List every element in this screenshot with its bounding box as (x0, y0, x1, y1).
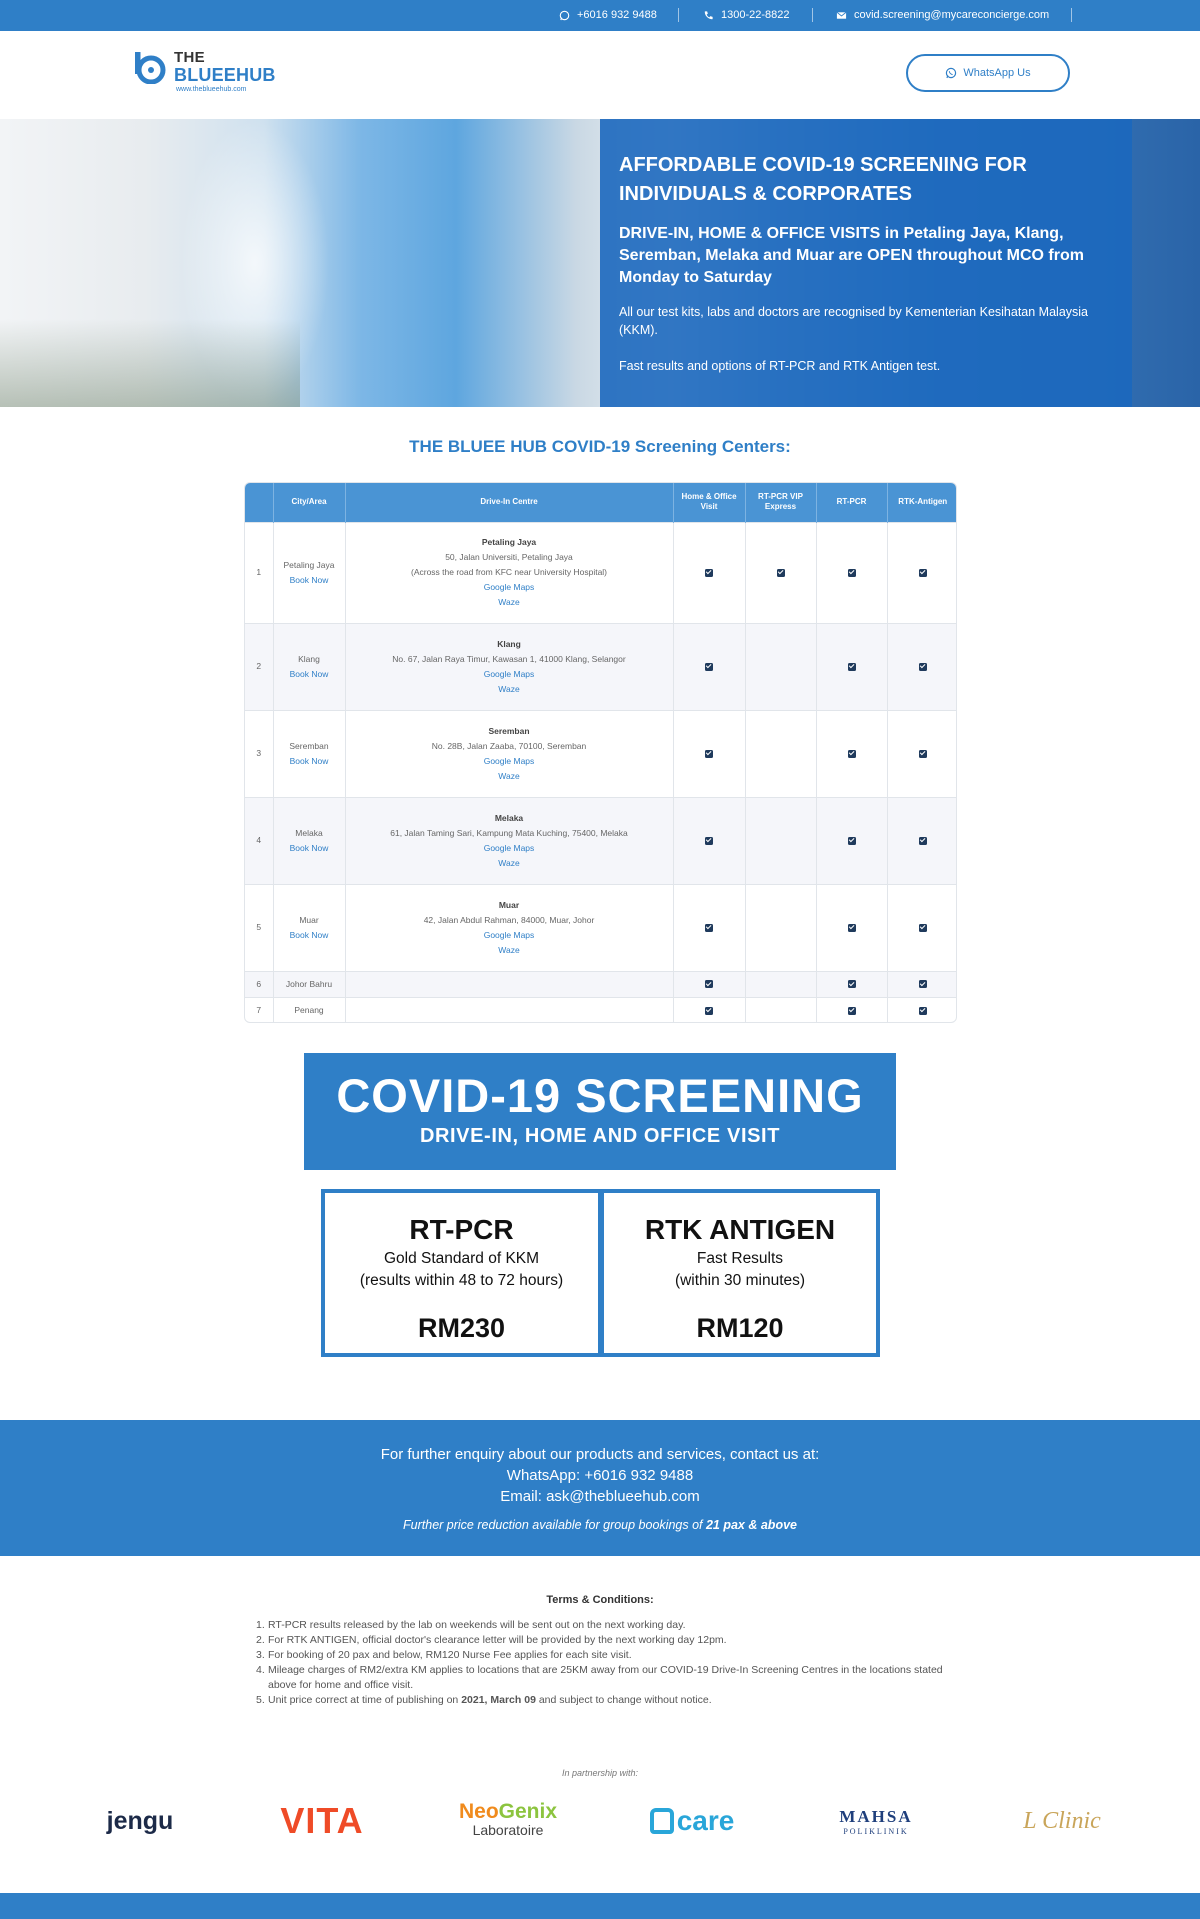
top-contact-bar (0, 0, 1200, 31)
topbar-phone[interactable] (703, 9, 790, 21)
city-name: Muar (299, 914, 319, 925)
partner-logo-mcare (646, 1794, 738, 1848)
terms-text: RT-PCR results released by the lab on weekends will be sent out on the next working day. (268, 1619, 686, 1631)
terms-text: For booking of 20 pax and below, RM120 Nurse Fee applies for each site visit. (268, 1649, 632, 1661)
cell-rt-pcr (816, 522, 887, 623)
table-row (245, 623, 957, 710)
price-card-title: RT-PCR (409, 1214, 514, 1245)
table-row (245, 997, 957, 1023)
neogenix-sub: Laboratoire (472, 1822, 544, 1838)
city-name: Klang (298, 653, 320, 664)
phone-icon (703, 10, 714, 21)
row-index: 5 (245, 884, 273, 971)
check-icon (848, 663, 856, 671)
check-icon (705, 1007, 713, 1015)
whatsapp-us-label: WhatsApp Us (963, 67, 1031, 79)
terms-item: 1. RT-PCR results released by the lab on weekends will be sent out on the next working day. (256, 1619, 686, 1631)
contact-band (0, 1420, 1200, 1556)
row-index: 1 (245, 522, 273, 623)
hero-title-line1: AFFORDABLE COVID-19 SCREENING FOR (619, 154, 1027, 176)
centers-table (244, 482, 957, 1023)
cell-rt-pcr (816, 623, 887, 710)
whatsapp-icon (559, 10, 570, 21)
mcare-house-icon (650, 1808, 674, 1834)
waze-link[interactable]: Waze (498, 944, 520, 955)
price-card-rt-pcr (321, 1189, 602, 1357)
cell-vip-express (745, 884, 816, 971)
waze-link[interactable]: Waze (498, 683, 520, 694)
row-index: 4 (245, 797, 273, 884)
terms-text-pre: Unit price correct at time of publishing on (268, 1694, 462, 1706)
partner-logo-jengu: jengu (106, 1806, 174, 1835)
hero-text-panel (600, 119, 1132, 407)
row-index: 7 (245, 997, 273, 1023)
header-city: City/Area (273, 483, 345, 522)
header-vip-express: RT-PCR VIP Express (745, 483, 816, 522)
centers-title: THE BLUEE HUB COVID-19 Screening Centers: (409, 437, 791, 456)
cell-home-office (673, 623, 745, 710)
check-icon (919, 1007, 927, 1015)
cell-home-office (673, 710, 745, 797)
centre-name: Melaka (494, 812, 524, 823)
header-index (245, 483, 273, 522)
city-name: Seremban (289, 740, 329, 751)
cell-home-office (673, 884, 745, 971)
contact-whatsapp[interactable]: WhatsApp: +6016 932 9488 (506, 1467, 694, 1484)
price-card-rtk-antigen (600, 1189, 880, 1357)
hero-kkm-note: All our test kits, labs and doctors are recognised by Kementerian Kesihatan Malaysia (KKM). (619, 305, 1088, 337)
cell-rt-pcr (816, 884, 887, 971)
logo-the: THE (174, 49, 205, 66)
group-booking-note (0, 1515, 1200, 1536)
centre-address: No. 28B, Jalan Zaaba, 70100, Seremban (431, 740, 587, 751)
partner-logo-mahsa (826, 1794, 926, 1848)
terms-item: 4. Mileage charges of RM2/extra KM applies to locations that are 25KM away from our COVID-19 Drive-In Screening Centres in the locations stated above for home and office visit. (256, 1663, 956, 1693)
cell-rtk-antigen (887, 797, 957, 884)
cell-rt-pcr (816, 797, 887, 884)
logo-mark-icon (132, 50, 166, 84)
partner-logo-neogenix (452, 1794, 564, 1848)
centre-address: 50, Jalan Universiti, Petaling Jaya (445, 552, 573, 562)
topbar-phone1: +6016 932 9488 (577, 9, 657, 21)
price-card-price: RM230 (417, 1313, 506, 1343)
price-card-desc-note: (results within 48 to 72 hours) (359, 1272, 564, 1289)
whatsapp-icon (945, 67, 957, 79)
neogenix-neo: Neo (458, 1800, 499, 1823)
check-icon (919, 663, 927, 671)
price-card-price: RM120 (696, 1313, 784, 1343)
row-city (273, 623, 345, 710)
contact-intro: For further enquiry about our products and services, contact us at: (380, 1446, 820, 1463)
city-name: Petaling Jaya (283, 559, 335, 570)
centre-address-note: (Across the road from KFC near University Hospital) (410, 567, 608, 577)
row-city (273, 884, 345, 971)
row-centre (345, 884, 673, 971)
cell-home-office (673, 997, 745, 1023)
check-icon (705, 980, 713, 988)
check-icon (919, 980, 927, 988)
terms-text: Mileage charges of RM2/extra KM applies to locations that are 25KM away from our COVID-19 Drive-In Screening Centres in the locations stated above for home and office visit. (268, 1664, 943, 1691)
cell-vip-express (745, 522, 816, 623)
neogenix-wordmark (458, 1800, 558, 1823)
blueehub-logo[interactable] (132, 47, 292, 97)
topbar-divider (1071, 8, 1072, 22)
cell-home-office (673, 522, 745, 623)
row-city: Penang (273, 997, 345, 1023)
cell-rtk-antigen (887, 522, 957, 623)
header-centre: Drive-In Centre (345, 483, 673, 522)
google-maps-link[interactable]: Google Maps (483, 929, 535, 940)
centre-name: Seremban (488, 725, 530, 736)
partner-logos (0, 1794, 1200, 1848)
neogenix-genix: Genix (498, 1800, 558, 1823)
row-centre (345, 997, 673, 1023)
terms-text: For RTK ANTIGEN, official doctor's clearance letter will be provided by the next working day 12pm. (268, 1634, 727, 1646)
topbar-email-text: covid.screening@mycareconcierge.com (854, 9, 1050, 21)
logo-name: BLUEEHUB (174, 65, 276, 85)
row-index: 2 (245, 623, 273, 710)
cell-vip-express (745, 997, 816, 1023)
cell-vip-express (745, 623, 816, 710)
cell-rtk-antigen (887, 971, 957, 997)
check-icon (919, 837, 927, 845)
check-icon (705, 750, 713, 758)
google-maps-link[interactable]: Google Maps (483, 668, 535, 679)
hero-title (619, 151, 1114, 209)
partner-label: In partnership with: (561, 1768, 639, 1778)
check-icon (848, 1007, 856, 1015)
check-icon (848, 980, 856, 988)
cell-rt-pcr (816, 710, 887, 797)
partner-logo-vita: VITA (280, 1800, 364, 1841)
table-row (245, 522, 957, 623)
check-icon (705, 569, 713, 577)
terms-item: 3. For booking of 20 pax and below, RM120 Nurse Fee applies for each site visit. (256, 1649, 632, 1661)
envelope-icon (836, 10, 847, 21)
footer-strip (0, 1893, 1200, 1919)
waze-link[interactable]: Waze (498, 597, 520, 607)
book-now-link[interactable]: Book Now (289, 755, 329, 766)
promo-title: COVID-19 SCREENING (336, 1069, 864, 1122)
check-icon (919, 924, 927, 932)
cell-home-office (673, 971, 745, 997)
terms-text-post: and subject to change without notice. (535, 1694, 712, 1706)
note-text: Further price reduction available for group bookings of (403, 1518, 706, 1532)
terms-text (268, 1693, 712, 1708)
centre-name: Muar (498, 899, 520, 910)
table-row (245, 710, 957, 797)
cell-rtk-antigen (887, 623, 957, 710)
check-icon (705, 837, 713, 845)
cell-home-office (673, 797, 745, 884)
topbar-divider (678, 8, 679, 22)
centre-name: Klang (497, 638, 521, 649)
row-city (273, 797, 345, 884)
row-centre (345, 522, 673, 623)
topbar-email[interactable] (836, 9, 1049, 21)
hero-title-line2: INDIVIDUALS & CORPORATES (619, 183, 912, 205)
book-now-link[interactable]: Book Now (289, 842, 329, 853)
row-centre (345, 710, 673, 797)
hero-background-plants (0, 319, 300, 407)
check-icon (705, 924, 713, 932)
note-bold: 21 pax & above (705, 1518, 797, 1532)
mcare-wordmark: care (676, 1805, 735, 1836)
table-row (245, 971, 957, 997)
row-centre (345, 797, 673, 884)
check-icon (848, 924, 856, 932)
check-icon (919, 750, 927, 758)
hero-results-note: Fast results and options of RT-PCR and RTK Antigen test. (619, 359, 941, 373)
book-now-link[interactable]: Book Now (289, 574, 329, 585)
row-index: 6 (245, 971, 273, 997)
check-icon (848, 837, 856, 845)
row-index: 3 (245, 710, 273, 797)
check-icon (919, 569, 927, 577)
table-header-row (245, 483, 957, 522)
contact-email[interactable]: Email: ask@theblueehub.com (500, 1488, 700, 1505)
promo-subtitle: DRIVE-IN, HOME AND OFFICE VISIT (419, 1125, 781, 1147)
row-centre (345, 971, 673, 997)
topbar-divider (812, 8, 813, 22)
cell-rtk-antigen (887, 710, 957, 797)
promo-banner (304, 1053, 896, 1170)
terms-title: Terms & Conditions: (546, 1594, 654, 1606)
check-icon (848, 750, 856, 758)
row-centre (345, 623, 673, 710)
centre-address: No. 67, Jalan Raya Timur, Kawasan 1, 41000 Klang, Selangor (392, 653, 626, 664)
table-row (245, 884, 957, 971)
mahsa-sub: POLIKLINIK (843, 1826, 909, 1836)
terms-item: 2. For RTK ANTIGEN, official doctor's clearance letter will be provided by the next working day 12pm. (256, 1634, 727, 1646)
check-icon (777, 569, 785, 577)
hero-banner (0, 119, 1200, 407)
header-home-office: Home & Office Visit (673, 483, 745, 522)
centre-address: 61, Jalan Taming Sari, Kampung Mata Kuching, 75400, Melaka (390, 827, 628, 838)
cell-rtk-antigen (887, 884, 957, 971)
google-maps-link[interactable]: Google Maps (483, 842, 535, 853)
google-maps-link[interactable]: Google Maps (483, 582, 535, 592)
cell-vip-express (745, 797, 816, 884)
whatsapp-us-button[interactable] (906, 54, 1070, 92)
hero-subtitle: DRIVE-IN, HOME & OFFICE VISITS in Petaling Jaya, Klang, Seremban, Melaka and Muar are OPEN throughout MCO from Monday to Saturday (619, 225, 1084, 286)
cell-vip-express (745, 710, 816, 797)
cell-vip-express (745, 971, 816, 997)
row-city (273, 710, 345, 797)
header-rtk-antigen: RTK-Antigen (887, 483, 957, 522)
check-icon (705, 663, 713, 671)
row-city (273, 522, 345, 623)
terms-date: 2021, March 09 (461, 1694, 536, 1706)
cell-rt-pcr (816, 997, 887, 1023)
cell-rtk-antigen (887, 997, 957, 1023)
row-city: Johor Bahru (273, 971, 345, 997)
header-rt-pcr: RT-PCR (816, 483, 887, 522)
waze-link[interactable]: Waze (498, 857, 520, 868)
terms-list (256, 1618, 956, 1708)
price-card-desc: Fast Results (696, 1250, 784, 1267)
site-header (0, 31, 1200, 119)
check-icon (848, 569, 856, 577)
table-row (245, 797, 957, 884)
price-card-desc-note: (within 30 minutes) (674, 1272, 806, 1289)
price-card-title: RTK ANTIGEN (644, 1214, 836, 1245)
book-now-link[interactable]: Book Now (289, 929, 329, 940)
google-maps-link[interactable]: Google Maps (483, 755, 535, 766)
centre-name: Petaling Jaya (481, 537, 537, 547)
logo-url: www.theblueehub.com (176, 86, 247, 93)
cell-rt-pcr (816, 971, 887, 997)
city-name: Melaka (295, 827, 323, 838)
partner-logo-lclinic: L Clinic (1023, 1807, 1101, 1834)
mahsa-wordmark: MAHSA (839, 1806, 913, 1826)
topbar-phone2: 1300-22-8822 (721, 9, 790, 21)
topbar-whatsapp[interactable] (559, 9, 657, 21)
price-card-desc: Gold Standard of KKM (383, 1250, 540, 1267)
book-now-link[interactable]: Book Now (289, 668, 329, 679)
terms-item: 5. Unit price correct at time of publishing on 2021, March 09 and subject to change without notice. (256, 1694, 712, 1706)
waze-link[interactable]: Waze (498, 770, 520, 781)
centre-address: 42, Jalan Abdul Rahman, 84000, Muar, Johor (423, 914, 595, 925)
